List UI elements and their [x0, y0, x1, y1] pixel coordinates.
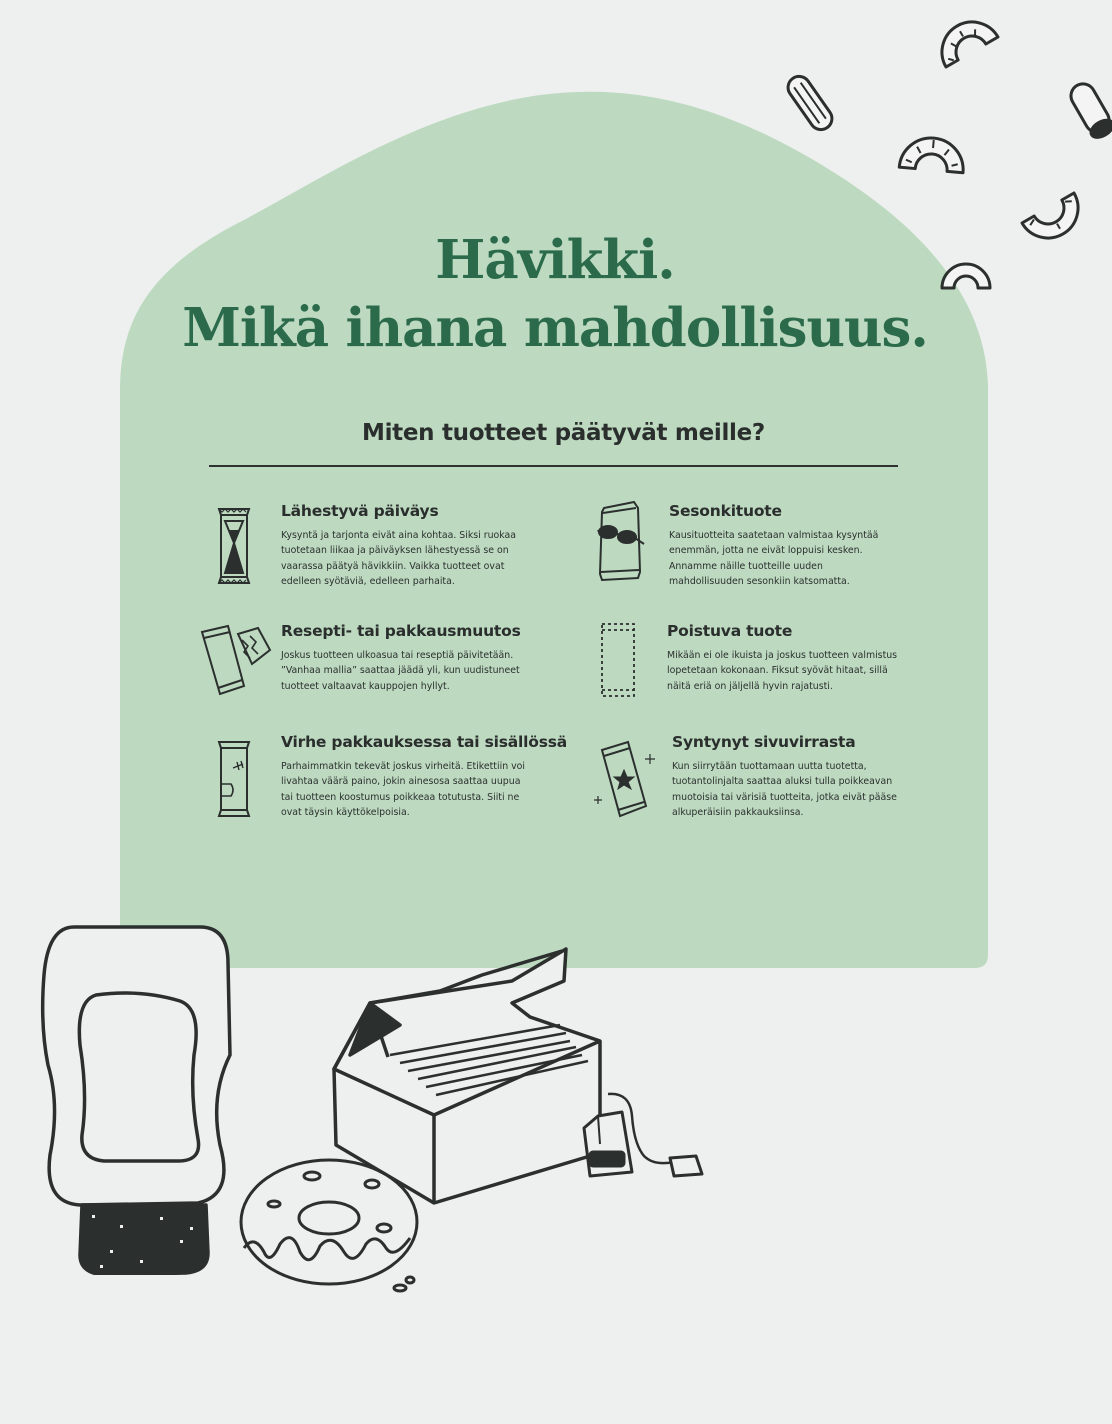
reason-discontinued-product [667, 622, 907, 694]
two-packages-icon [198, 622, 274, 702]
hourglass-package-icon [213, 503, 257, 589]
reason-text: Mikään ei ole ikuista ja joskus tuotteen valmistus lopetetaan kokonaan. Fiksut syövät hitaat, sillä näitä eriä on jäljellä hyvin rajatusti. [667, 650, 898, 692]
headline-line-2: Mikä ihana mahdollisuus. [182, 297, 928, 359]
reason-recipe-or-package-change [281, 622, 531, 694]
reason-title: Virhe pakkauksessa tai sisällössä [281, 733, 568, 751]
reason-title: Sesonkituote [669, 502, 782, 520]
reason-text: Parhaimmatkin tekevät joskus virheitä. Etikettiin voi livahtaa väärä paino, jokin ainesosa saattaa uupua tai tuotteen koostumus poikkeaa totutusta. Siiti ne ovat täysin käyttökelpoisia. [281, 761, 525, 819]
reason-text: Kysyntä ja tarjonta eivät aina kohtaa. Siksi ruokaa tuotetaan liikaa ja päiväyksen lähestyessä se on vaarassa päätyä hävikkiin. Vaikka tuotteet ovat edelleen syötäviä, edelleen parhaita. [281, 530, 517, 588]
dashed-package-icon [597, 620, 641, 702]
reason-text: Kun siirrytään tuottamaan uutta tuotetta, tuotantolinjalta saattaa aluksi tulla poikkeavan muotoisia tai värisiä tuotteita, jotka eivät pääse alkuperäisiin pakkauksiinsa. [672, 761, 897, 819]
tea-bag-icon [578, 1088, 708, 1188]
reason-seasonal-product [669, 502, 899, 590]
sunglasses-package-icon [594, 500, 654, 586]
reason-title: Syntynyt sivuvirrasta [672, 733, 856, 751]
section-subheading: Miten tuotteet päätyvät meille? [362, 420, 765, 446]
reason-title: Resepti- tai pakkausmuutos [281, 622, 521, 640]
reason-package-or-content-error [281, 733, 567, 821]
divider [209, 465, 898, 467]
reason-text: Kausituotteita saatetaan valmistaa kysyntää enemmän, jotta ne eivät loppuisi kesken. Annamme näille tuotteille uuden mahdollisuuden sesonkiin katsomatta. [669, 530, 879, 588]
star-package-icon [590, 736, 660, 832]
reason-title: Poistuva tuote [667, 622, 793, 640]
patched-package-icon [213, 738, 257, 820]
reason-text: Joskus tuotteen ulkoasua tai reseptiä päivitetään. ”Vanhaa mallia” saattaa jäädä yli, kun uudistuneet tuotteet valtaavat kauppojen hyllyt. [281, 650, 520, 692]
headline-line-1: Hävikki. [435, 229, 675, 291]
reason-title: Lähestyvä päiväys [281, 502, 439, 520]
reason-side-stream [672, 733, 908, 821]
reason-approaching-date [281, 502, 541, 590]
donut-icon [234, 1156, 434, 1306]
